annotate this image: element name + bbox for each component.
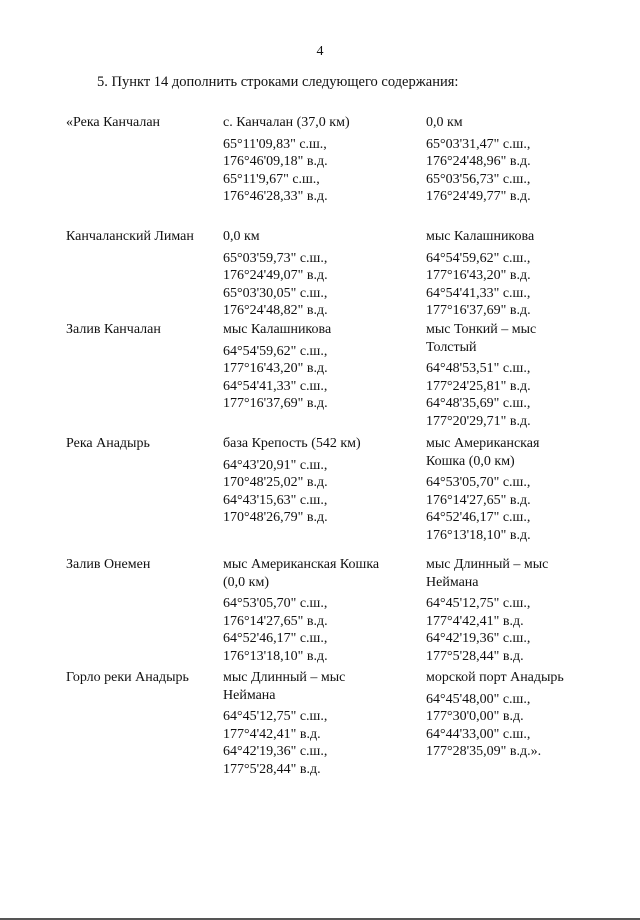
point-label: Толстый bbox=[426, 339, 477, 355]
start-point-cell bbox=[223, 556, 426, 665]
coordinate-line: 64°53'05,70" с.ш., bbox=[223, 596, 328, 611]
coordinate-line: 65°03'30,05" с.ш., bbox=[223, 285, 328, 301]
coordinate-line: 176°24'49,07" в.д. bbox=[223, 268, 328, 283]
end-point-cell bbox=[426, 556, 606, 665]
point-label: Неймана bbox=[223, 687, 276, 703]
coordinate-line: 176°24'48,82" в.д. bbox=[223, 303, 328, 318]
section-block bbox=[66, 321, 606, 430]
start-point-cell bbox=[223, 228, 426, 320]
start-point-cell bbox=[223, 114, 426, 206]
coordinate-line: 176°14'27,65" в.д. bbox=[426, 492, 531, 508]
point-label: мыс Тонкий – мыс bbox=[426, 322, 537, 337]
point-label: мыс Американская bbox=[426, 436, 540, 451]
end-point-cell bbox=[426, 228, 606, 320]
coordinate-line: 64°54'59,62" с.ш., bbox=[223, 343, 328, 359]
coordinate-line: 176°46'09,18" в.д. bbox=[223, 154, 328, 169]
coordinate-line: 65°11'09,83" с.ш., bbox=[223, 136, 327, 152]
point-label: Неймана bbox=[426, 574, 479, 590]
coordinate-line: 64°54'59,62" с.ш., bbox=[426, 250, 531, 266]
point-label: мыс Калашникова bbox=[426, 229, 535, 244]
section-name-cell bbox=[66, 228, 223, 320]
point-label: Кошка (0,0 км) bbox=[426, 453, 515, 469]
point-label: с. Канчалан (37,0 км) bbox=[223, 115, 350, 130]
end-point-cell bbox=[426, 435, 606, 544]
coordinate-line: 177°16'43,20" в.д. bbox=[223, 361, 328, 376]
section-name: «Река Канчалан bbox=[66, 115, 161, 130]
section-block bbox=[66, 556, 606, 665]
coordinate-line: 176°13'18,10" в.д. bbox=[223, 648, 328, 664]
coordinate-line: 65°03'31,47" с.ш., bbox=[426, 136, 531, 152]
section-block bbox=[66, 669, 606, 778]
coordinate-line: 177°16'43,20" в.д. bbox=[426, 268, 531, 283]
coordinate-line: 177°20'29,71" в.д. bbox=[426, 413, 531, 429]
section-name: Река Анадырь bbox=[66, 436, 150, 451]
coordinate-line: 64°43'15,63" с.ш., bbox=[223, 492, 328, 508]
coordinate-line: 64°54'41,33" с.ш., bbox=[426, 285, 531, 301]
coordinate-line: 176°14'27,65" в.д. bbox=[223, 613, 328, 629]
coordinate-line: 176°24'48,96" в.д. bbox=[426, 154, 531, 169]
coordinate-line: 64°42'19,36" с.ш., bbox=[426, 631, 531, 646]
point-label: база Крепость (542 км) bbox=[223, 436, 361, 451]
section-block bbox=[66, 435, 606, 544]
coordinate-line: 64°43'20,91" с.ш., bbox=[223, 457, 328, 473]
point-label: мыс Американская Кошка bbox=[223, 557, 380, 572]
section-name: Залив Канчалан bbox=[66, 322, 161, 337]
coordinate-line: 64°52'46,17" с.ш., bbox=[426, 510, 531, 525]
coordinate-line: 170°48'25,02" в.д. bbox=[223, 475, 328, 490]
coordinate-line: 176°13'18,10" в.д. bbox=[426, 527, 531, 543]
coordinate-line: 64°45'12,75" с.ш., bbox=[426, 596, 531, 611]
section-name: Залив Онемен bbox=[66, 557, 151, 572]
coordinate-line: 177°28'35,09" в.д.». bbox=[426, 744, 542, 759]
coordinate-line: 177°24'25,81" в.д. bbox=[426, 378, 531, 394]
point-label: 0,0 км bbox=[223, 229, 260, 244]
coordinate-line: 64°45'12,75" с.ш., bbox=[223, 709, 328, 724]
coordinate-line: 177°4'42,41" в.д. bbox=[223, 726, 321, 742]
page-number: 4 bbox=[316, 44, 324, 59]
section-name: Канчаланский Лиман bbox=[66, 229, 194, 244]
coordinate-line: 65°11'9,67" с.ш., bbox=[223, 171, 320, 187]
point-label: 0,0 км bbox=[426, 115, 463, 130]
section-name: Горло реки Анадырь bbox=[66, 670, 189, 685]
coordinate-line: 64°53'05,70" с.ш., bbox=[426, 475, 531, 490]
section-block bbox=[66, 228, 606, 320]
coordinate-line: 64°44'33,00" с.ш., bbox=[426, 726, 531, 742]
coordinate-line: 177°30'0,00" в.д. bbox=[426, 709, 524, 724]
coordinate-line: 177°16'37,69" в.д. bbox=[426, 303, 531, 318]
coordinate-line: 177°5'28,44" в.д. bbox=[223, 761, 321, 777]
coordinate-line: 64°45'48,00" с.ш., bbox=[426, 691, 531, 707]
coordinate-line: 176°24'49,77" в.д. bbox=[426, 189, 531, 204]
coordinate-line: 64°48'53,51" с.ш., bbox=[426, 361, 531, 376]
section-name-cell bbox=[66, 114, 223, 206]
point-label: мыс Калашникова bbox=[223, 322, 332, 337]
point-label: мыс Длинный – мыс bbox=[426, 557, 549, 572]
end-point-cell bbox=[426, 114, 606, 206]
coordinate-line: 177°4'42,41" в.д. bbox=[426, 613, 524, 629]
end-point-cell bbox=[426, 321, 606, 430]
coordinate-line: 177°16'37,69" в.д. bbox=[223, 396, 328, 411]
point-label: морской порт Анадырь bbox=[426, 670, 564, 685]
section-name-cell bbox=[66, 556, 223, 665]
point-label: мыс Длинный – мыс bbox=[223, 670, 346, 685]
section-name-cell bbox=[66, 321, 223, 430]
section-name-cell bbox=[66, 435, 223, 544]
section-block bbox=[66, 114, 606, 206]
coordinate-line: 65°03'56,73" с.ш., bbox=[426, 171, 531, 187]
coordinate-line: 65°03'59,73" с.ш., bbox=[223, 250, 328, 266]
coordinate-line: 64°48'35,69" с.ш., bbox=[426, 396, 531, 411]
coordinate-line: 177°5'28,44" в.д. bbox=[426, 648, 524, 664]
start-point-cell bbox=[223, 435, 426, 544]
section-name-cell bbox=[66, 669, 223, 778]
coordinate-line: 170°48'26,79" в.д. bbox=[223, 510, 328, 525]
coordinate-line: 64°54'41,33" с.ш., bbox=[223, 378, 328, 394]
start-point-cell bbox=[223, 321, 426, 430]
start-point-cell bbox=[223, 669, 426, 778]
end-point-cell bbox=[426, 669, 606, 778]
coordinate-line: 64°52'46,17" с.ш., bbox=[223, 631, 328, 646]
intro-paragraph: 5. Пункт 14 дополнить строками следующего содержания: bbox=[97, 74, 459, 90]
point-label: (0,0 км) bbox=[223, 574, 269, 590]
coordinate-line: 176°46'28,33" в.д. bbox=[223, 189, 328, 204]
coordinate-line: 64°42'19,36" с.ш., bbox=[223, 744, 328, 759]
